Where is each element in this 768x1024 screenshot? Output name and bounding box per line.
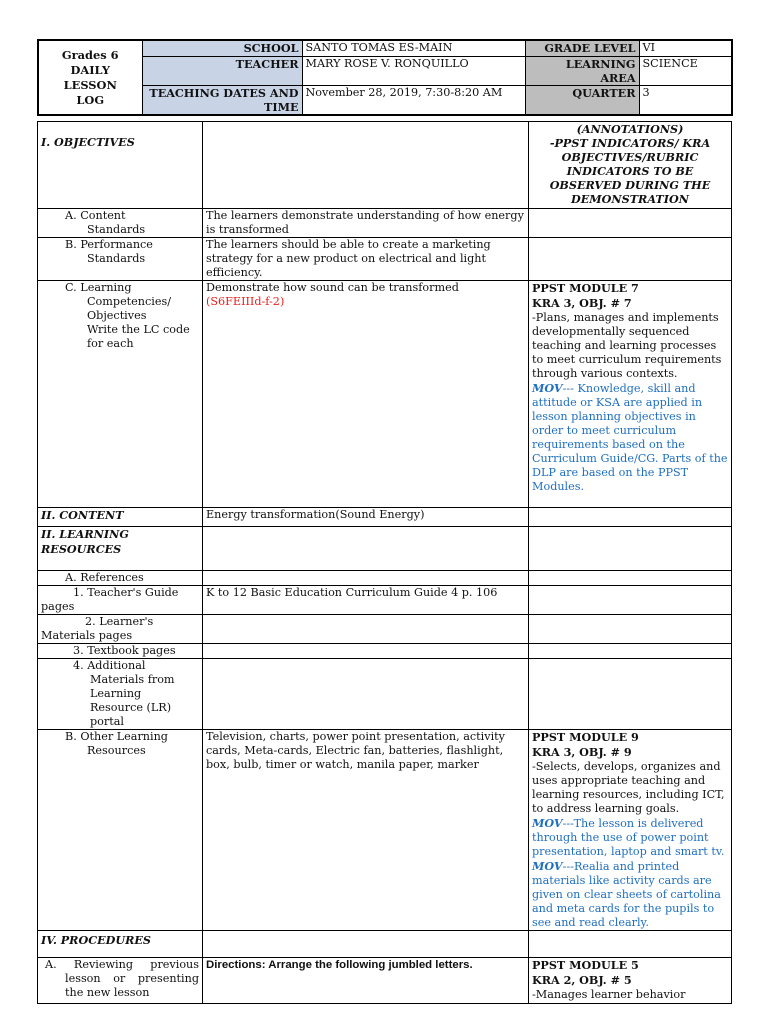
learning-area-label: LEARNING AREA	[525, 57, 639, 86]
teachers-guide-annotation	[529, 586, 732, 615]
ann-head-2: -PPST INDICATORS/ KRA	[549, 136, 711, 150]
obj-ann-text: -Plans, manages and implements developmentally sequenced teaching and learning processes to meet curriculum requirements through various contexts.	[532, 311, 722, 380]
performance-standards-label	[38, 238, 203, 281]
other-label-2: Resources	[87, 744, 146, 757]
procedures-empty-annotation	[529, 931, 732, 958]
lc-label-3: Objectives	[87, 309, 147, 322]
header-table	[37, 39, 733, 116]
review-directions: Directions: Arrange the following jumbled letters.	[206, 959, 473, 971]
teachers-guide-label	[38, 586, 203, 615]
teaching-dates-value: November 28, 2019, 7:30-8:20 AM	[302, 86, 525, 116]
content-standards-annotation	[529, 209, 732, 238]
lc-code: S6FEIIId-f-2	[210, 295, 280, 308]
lc-label-1: C. Learning	[65, 281, 132, 294]
obj-ann-mov-label: MOV	[532, 381, 563, 395]
additional-materials-value	[203, 659, 529, 730]
teacher-value: MARY ROSE V. RONQUILLO	[302, 57, 525, 86]
performance-standards-label-1: B. Performance	[65, 238, 153, 251]
learning-competencies-label	[38, 281, 203, 508]
resources-empty-cell	[203, 527, 529, 571]
res-ann-kra: KRA 3, OBJ. # 9	[532, 745, 632, 759]
review-lesson-text: A. Reviewing previous lesson or presenting the new lesson	[45, 958, 199, 999]
other-resources-value: Television, charts, power point presentation, activity cards, Meta-cards, Electric fan, batteries, flashlight, box, bulb, timer or watch, manila paper, marker	[203, 730, 529, 931]
dll-title-line-3: LOG	[76, 92, 105, 107]
resources-heading: II. LEARNING RESOURCES	[41, 527, 129, 556]
quarter-label: QUARTER	[525, 86, 639, 116]
additional-materials-annotation	[529, 659, 732, 730]
grade-level-label: GRADE LEVEL	[525, 40, 639, 57]
res-ann-module: PPST MODULE 9	[532, 730, 639, 744]
content-standards-value: The learners demonstrate understanding of how energy is transformed	[203, 209, 529, 238]
other-resources-label	[38, 730, 203, 931]
review-lesson-label	[38, 958, 203, 1004]
grade-level-value: VI	[639, 40, 732, 57]
proc-ann-kra: KRA 2, OBJ. # 5	[532, 973, 632, 987]
obj-ann-kra: KRA 3, OBJ. # 7	[532, 296, 632, 310]
learning-competencies-value	[203, 281, 529, 508]
dll-title-line-1: Grades 6	[61, 47, 119, 62]
add-label-4: Resource (LR)	[90, 701, 172, 714]
resources-empty-annotation	[529, 527, 732, 571]
procedures-heading: IV. PROCEDURES	[41, 933, 151, 947]
teachers-guide-value: K to 12 Basic Education Curriculum Guide 4 p. 106	[203, 586, 529, 615]
ann-head-1: (ANNOTATIONS)	[576, 122, 684, 136]
textbook-pages-label: 3. Textbook pages	[38, 644, 203, 659]
teachers-guide-text: 1. Teacher's Guide pages	[41, 586, 179, 613]
other-resources-annotation	[529, 730, 732, 931]
add-label-3: Learning	[90, 687, 142, 700]
res-ann-mov1-label: MOV	[532, 816, 563, 830]
objectives-heading: I. OBJECTIVES	[41, 135, 135, 149]
res-ann-mov2-label: MOV	[532, 859, 563, 873]
school-label: SCHOOL	[142, 40, 302, 57]
teaching-dates-label-2: TIME	[264, 100, 299, 114]
add-label-5: portal	[90, 715, 124, 728]
textbook-pages-value	[203, 644, 529, 659]
teacher-label: TEACHER	[142, 57, 302, 86]
content-standards-label-2: Standards	[87, 223, 146, 236]
performance-standards-value: The learners should be able to create a marketing strategy for a new product on electrical and light efficiency.	[203, 238, 529, 281]
ann-head-5: OBSERVED DURING THE	[549, 178, 711, 192]
references-annotation	[529, 571, 732, 586]
objectives-empty-cell	[203, 122, 529, 209]
references-value	[203, 571, 529, 586]
procedures-empty-cell	[203, 931, 529, 958]
add-label-2: Materials from	[90, 673, 175, 686]
dll-title-line-2: DAILY LESSON	[63, 62, 117, 92]
lc-code-close: )	[279, 295, 285, 308]
obj-ann-module: PPST MODULE 7	[532, 281, 639, 295]
lc-label-4: Write the LC code	[87, 323, 190, 336]
annotations-heading	[529, 122, 732, 209]
lc-label-5: for each	[87, 337, 134, 350]
learners-materials-annotation	[529, 615, 732, 644]
lc-label-2: Competencies/	[87, 295, 171, 308]
lesson-plan-table	[37, 121, 732, 1004]
res-ann-text: -Selects, develops, organizes and uses appropriate teaching and learning resources, including ICT, to address learning goals.	[532, 760, 725, 815]
teaching-dates-label	[142, 86, 302, 116]
resources-heading-cell	[38, 527, 203, 571]
performance-standards-annotation	[529, 238, 732, 281]
content-heading: II. CONTENT	[41, 508, 124, 522]
ann-head-6: DEMONSTRATION	[571, 192, 689, 206]
lc-code-open: (	[206, 295, 211, 308]
learners-materials-text: 2. Learner's Materials pages	[41, 615, 154, 642]
content-annotation	[529, 508, 732, 527]
additional-materials-label	[38, 659, 203, 730]
school-value: SANTO TOMAS ES-MAIN	[302, 40, 525, 57]
review-lesson-annotation	[529, 958, 732, 1004]
performance-standards-label-2: Standards	[87, 252, 146, 265]
lc-text: Demonstrate how sound can be transformed	[206, 281, 459, 294]
content-standards-label-1: A. Content	[65, 209, 126, 222]
dll-title	[38, 40, 142, 115]
ann-head-4: INDICATORS TO BE	[566, 164, 694, 178]
content-value: Energy transformation(Sound Energy)	[203, 508, 529, 527]
proc-ann-text: -Manages learner behavior	[532, 988, 686, 1001]
content-heading-cell	[38, 508, 203, 527]
review-lesson-value	[203, 958, 529, 1004]
teaching-dates-label-1: TEACHING DATES AND	[149, 86, 299, 100]
learning-competencies-annotation	[529, 281, 732, 508]
quarter-value: 3	[639, 86, 732, 116]
references-label: A. References	[38, 571, 203, 586]
learners-materials-value	[203, 615, 529, 644]
add-label-1: 4. Additional	[73, 659, 146, 672]
learning-area-value: SCIENCE	[639, 57, 732, 86]
procedures-heading-cell	[38, 931, 203, 958]
objectives-heading-cell	[38, 122, 203, 209]
other-label-1: B. Other Learning	[65, 730, 168, 743]
proc-ann-module: PPST MODULE 5	[532, 958, 639, 972]
content-standards-label	[38, 209, 203, 238]
res-ann-mov1-text: ---The lesson is delivered through the use of power point presentation, laptop and smart tv.	[532, 817, 725, 858]
obj-ann-mov-text: --- Knowledge, skill and attitude or KSA are applied in lesson planning objectives in order to meet curriculum requirements based on the Curriculum Guide/CG. Parts of the DLP are based on the PPST Modules.	[532, 382, 728, 493]
res-ann-mov2-text: ---Realia and printed materials like activity cards are given on clear sheets of cartolina and meta cards for the pupils to see and read clearly.	[532, 860, 721, 929]
ann-head-3: OBJECTIVES/RUBRIC	[561, 150, 699, 164]
learners-materials-label	[38, 615, 203, 644]
textbook-pages-annotation	[529, 644, 732, 659]
